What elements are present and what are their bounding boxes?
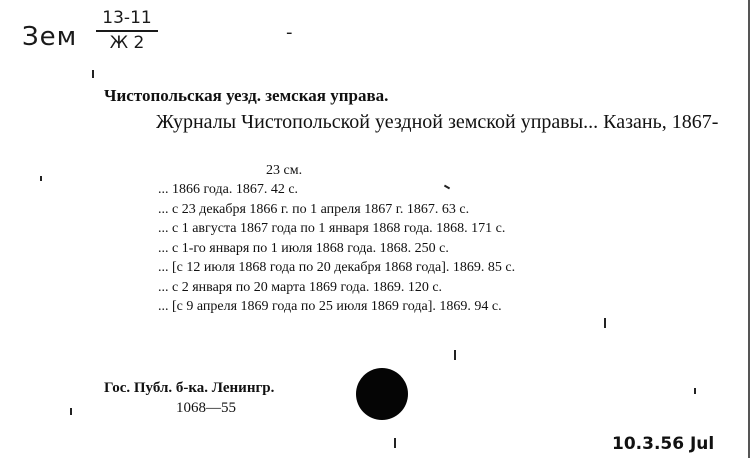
physical-size: 23 см. — [266, 163, 303, 178]
shelf-mark-denominator: Ж 2 — [109, 33, 145, 53]
speck-mark — [92, 70, 94, 78]
ink-blot — [356, 368, 408, 420]
volume-entry: ... с 1 августа 1867 года по 1 января 1868 года. 1868. 171 с. — [158, 221, 506, 236]
shelf-mark-dash: - — [286, 22, 293, 43]
library-name: Гос. Публ. б-ка. Ленингр. — [104, 380, 275, 396]
volume-entry: ... 1866 года. 1867. 42 с. — [158, 182, 299, 197]
title-statement: Журналы Чистопольской уездной земской управы... Казань, 1867- — [156, 111, 719, 133]
speck-mark — [604, 318, 606, 328]
date-stamp: 10.3.56 Jul — [612, 434, 715, 454]
shelf-mark-prefix: Зем — [22, 22, 78, 52]
volume-entry: ... с 2 января по 20 марта 1869 года. 1869. 120 с. — [158, 279, 443, 295]
speck-mark — [694, 388, 696, 394]
author-heading: Чистопольская уезд. земская управа. — [104, 86, 389, 105]
shelf-mark-numerator: 13-11 — [96, 10, 158, 32]
library-order-number: 1068—55 — [176, 400, 236, 416]
volume-entry: ... с 1-го января по 1 июля 1868 года. 1868. 250 с. — [158, 240, 449, 256]
volume-entry: ... с 23 декабря 1866 г. по 1 апреля 1867 г. 1867. 63 с. — [158, 201, 470, 217]
volume-entry: ... [с 9 апреля 1869 года по 25 июля 1869 года]. 1869. 94 с. — [158, 299, 502, 314]
shelf-mark-fraction — [96, 10, 158, 52]
speck-mark — [70, 408, 72, 415]
speck-mark — [454, 350, 456, 360]
volume-list — [158, 180, 515, 317]
volume-entry: ... [с 12 июля 1868 года по 20 декабря 1868 года]. 1869. 85 с. — [158, 260, 516, 275]
speck-mark — [394, 438, 396, 448]
speck-mark — [40, 176, 42, 181]
